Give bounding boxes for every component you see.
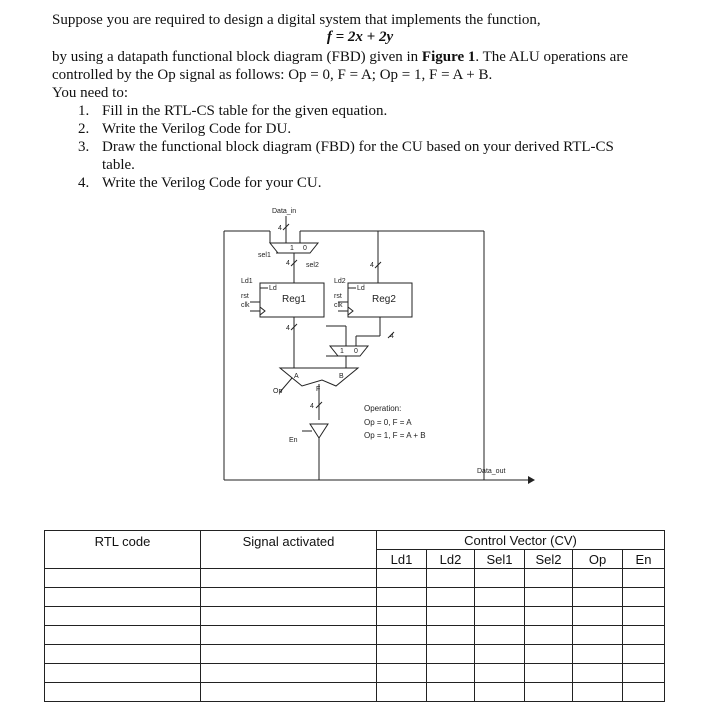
reg2-ld-in-label: Ld2 bbox=[334, 278, 346, 285]
control-vector-header: Control Vector (CV) bbox=[377, 531, 665, 550]
reg2-clk-label: clk bbox=[334, 302, 343, 309]
equation: f = 2x + 2y bbox=[326, 29, 394, 45]
table-cell[interactable] bbox=[377, 664, 427, 683]
table-row bbox=[45, 626, 665, 645]
table-body bbox=[45, 569, 665, 702]
table-cell[interactable] bbox=[201, 588, 377, 607]
reg1-rst-label: rst bbox=[241, 293, 249, 300]
paragraph-line-4: controlled by the Op signal as follows: Op = 0, F = A; Op = 1, F = A + B. bbox=[52, 67, 493, 83]
table-cell[interactable] bbox=[45, 626, 201, 645]
table-cell[interactable] bbox=[623, 664, 665, 683]
table-cell[interactable] bbox=[475, 588, 525, 607]
table-cell[interactable] bbox=[201, 645, 377, 664]
table-cell[interactable] bbox=[573, 683, 623, 702]
table-cell[interactable] bbox=[377, 626, 427, 645]
mux2-input-0: 0 bbox=[354, 348, 358, 355]
figure-reference: Figure 1 bbox=[421, 49, 476, 65]
table-cell[interactable] bbox=[45, 569, 201, 588]
cv-col-ld1: Ld1 bbox=[377, 550, 427, 569]
table-cell[interactable] bbox=[427, 664, 475, 683]
sel1-label: sel1 bbox=[258, 252, 271, 259]
table-cell[interactable] bbox=[623, 588, 665, 607]
table-cell[interactable] bbox=[377, 683, 427, 702]
table-cell[interactable] bbox=[525, 607, 573, 626]
task-item: 2. Write the Verilog Code for DU. bbox=[78, 121, 292, 137]
alu-b-label: B bbox=[339, 373, 344, 380]
rtl-code-header: RTL code bbox=[45, 531, 201, 569]
table-cell[interactable] bbox=[45, 645, 201, 664]
cv-col-sel1: Sel1 bbox=[475, 550, 525, 569]
table-cell[interactable] bbox=[201, 569, 377, 588]
rtl-cs-table bbox=[44, 530, 665, 702]
table-cell[interactable] bbox=[427, 645, 475, 664]
mux1-input-0: 0 bbox=[303, 245, 307, 252]
cv-col-ld2: Ld2 bbox=[427, 550, 475, 569]
op-label: Op bbox=[273, 388, 283, 395]
reg2-name: Reg2 bbox=[372, 294, 396, 305]
table-cell[interactable] bbox=[475, 645, 525, 664]
table-cell[interactable] bbox=[45, 588, 201, 607]
width-label: 4 bbox=[370, 262, 374, 269]
table-cell[interactable] bbox=[377, 607, 427, 626]
table-cell[interactable] bbox=[201, 683, 377, 702]
table-cell[interactable] bbox=[201, 664, 377, 683]
width-label: 4 bbox=[286, 260, 290, 267]
reg2-ld-label: Ld bbox=[357, 285, 365, 292]
table-cell[interactable] bbox=[377, 569, 427, 588]
table-cell[interactable] bbox=[475, 664, 525, 683]
data-out-label: Data_out bbox=[477, 468, 506, 475]
table-row bbox=[45, 569, 665, 588]
width-label: 4 bbox=[310, 403, 314, 410]
width-label: 4 bbox=[278, 225, 282, 232]
sel2-label: sel2 bbox=[306, 262, 319, 269]
table-cell[interactable] bbox=[45, 683, 201, 702]
alu-a-label: A bbox=[294, 373, 299, 380]
table-cell[interactable] bbox=[573, 645, 623, 664]
operation-title: Operation: bbox=[364, 404, 402, 413]
table-cell[interactable] bbox=[525, 664, 573, 683]
width-label: 4 bbox=[390, 333, 394, 340]
mux1-input-1: 1 bbox=[290, 245, 294, 252]
table-cell[interactable] bbox=[377, 645, 427, 664]
table-cell[interactable] bbox=[623, 683, 665, 702]
table-cell[interactable] bbox=[377, 588, 427, 607]
signal-activated-header: Signal activated bbox=[201, 531, 377, 569]
table-row bbox=[45, 683, 665, 702]
table-cell[interactable] bbox=[45, 664, 201, 683]
table-cell[interactable] bbox=[201, 626, 377, 645]
table-cell[interactable] bbox=[201, 607, 377, 626]
table-row bbox=[45, 588, 665, 607]
line3-part-b: . The ALU operations are bbox=[475, 49, 628, 65]
table-cell[interactable] bbox=[525, 683, 573, 702]
task-item: 4. Write the Verilog Code for your CU. bbox=[78, 175, 322, 191]
table-cell[interactable] bbox=[475, 607, 525, 626]
table-cell[interactable] bbox=[623, 569, 665, 588]
table-cell[interactable] bbox=[475, 626, 525, 645]
task-item: 1. Fill in the RTL-CS table for the given equation. bbox=[78, 103, 388, 119]
reg1-ld-in-label: Ld1 bbox=[241, 278, 253, 285]
reg2-rst-label: rst bbox=[334, 293, 342, 300]
mux2-input-1: 1 bbox=[340, 348, 344, 355]
reg1-name: Reg1 bbox=[282, 294, 306, 305]
table-cell[interactable] bbox=[623, 607, 665, 626]
table-cell[interactable] bbox=[525, 569, 573, 588]
en-label: En bbox=[289, 437, 298, 444]
table-cell[interactable] bbox=[45, 607, 201, 626]
table-cell[interactable] bbox=[623, 645, 665, 664]
task-item: 3. Draw the functional block diagram (FBD) for the CU based on your derived RTL-CS bbox=[78, 139, 614, 155]
table-row bbox=[45, 645, 665, 664]
table-cell[interactable] bbox=[475, 683, 525, 702]
reg1-ld-label: Ld bbox=[269, 285, 277, 292]
intro-text: Suppose you are required to design a digital system that implements the function, bbox=[52, 12, 541, 28]
table-cell[interactable] bbox=[475, 569, 525, 588]
table-cell[interactable] bbox=[427, 607, 475, 626]
table-cell[interactable] bbox=[573, 626, 623, 645]
operation-op0: Op = 0, F = A bbox=[364, 418, 412, 427]
line3-part-a: by using a datapath functional block diagram (FBD) given in bbox=[52, 49, 422, 65]
table-cell[interactable] bbox=[525, 645, 573, 664]
table-cell[interactable] bbox=[427, 626, 475, 645]
table-row bbox=[45, 664, 665, 683]
width-label: 4 bbox=[286, 325, 290, 332]
need-heading: You need to: bbox=[52, 85, 128, 101]
table-row bbox=[45, 607, 665, 626]
data-in-label: Data_in bbox=[272, 208, 297, 215]
table-cell[interactable] bbox=[525, 588, 573, 607]
table-cell[interactable] bbox=[573, 569, 623, 588]
table-cell[interactable] bbox=[427, 569, 475, 588]
cv-col-op: Op bbox=[573, 550, 623, 569]
table-cell[interactable] bbox=[525, 626, 573, 645]
alu-f-label: F bbox=[316, 386, 321, 393]
table-cell[interactable] bbox=[573, 588, 623, 607]
reg1-clk-label: clk bbox=[241, 302, 250, 309]
table-cell[interactable] bbox=[427, 683, 475, 702]
cv-col-en: En bbox=[623, 550, 665, 569]
task-item-continuation: table. bbox=[102, 157, 135, 173]
table-cell[interactable] bbox=[573, 607, 623, 626]
table-cell[interactable] bbox=[623, 626, 665, 645]
table-cell[interactable] bbox=[427, 588, 475, 607]
cv-col-sel2: Sel2 bbox=[525, 550, 573, 569]
table-cell[interactable] bbox=[573, 664, 623, 683]
operation-op1: Op = 1, F = A + B bbox=[364, 431, 426, 440]
